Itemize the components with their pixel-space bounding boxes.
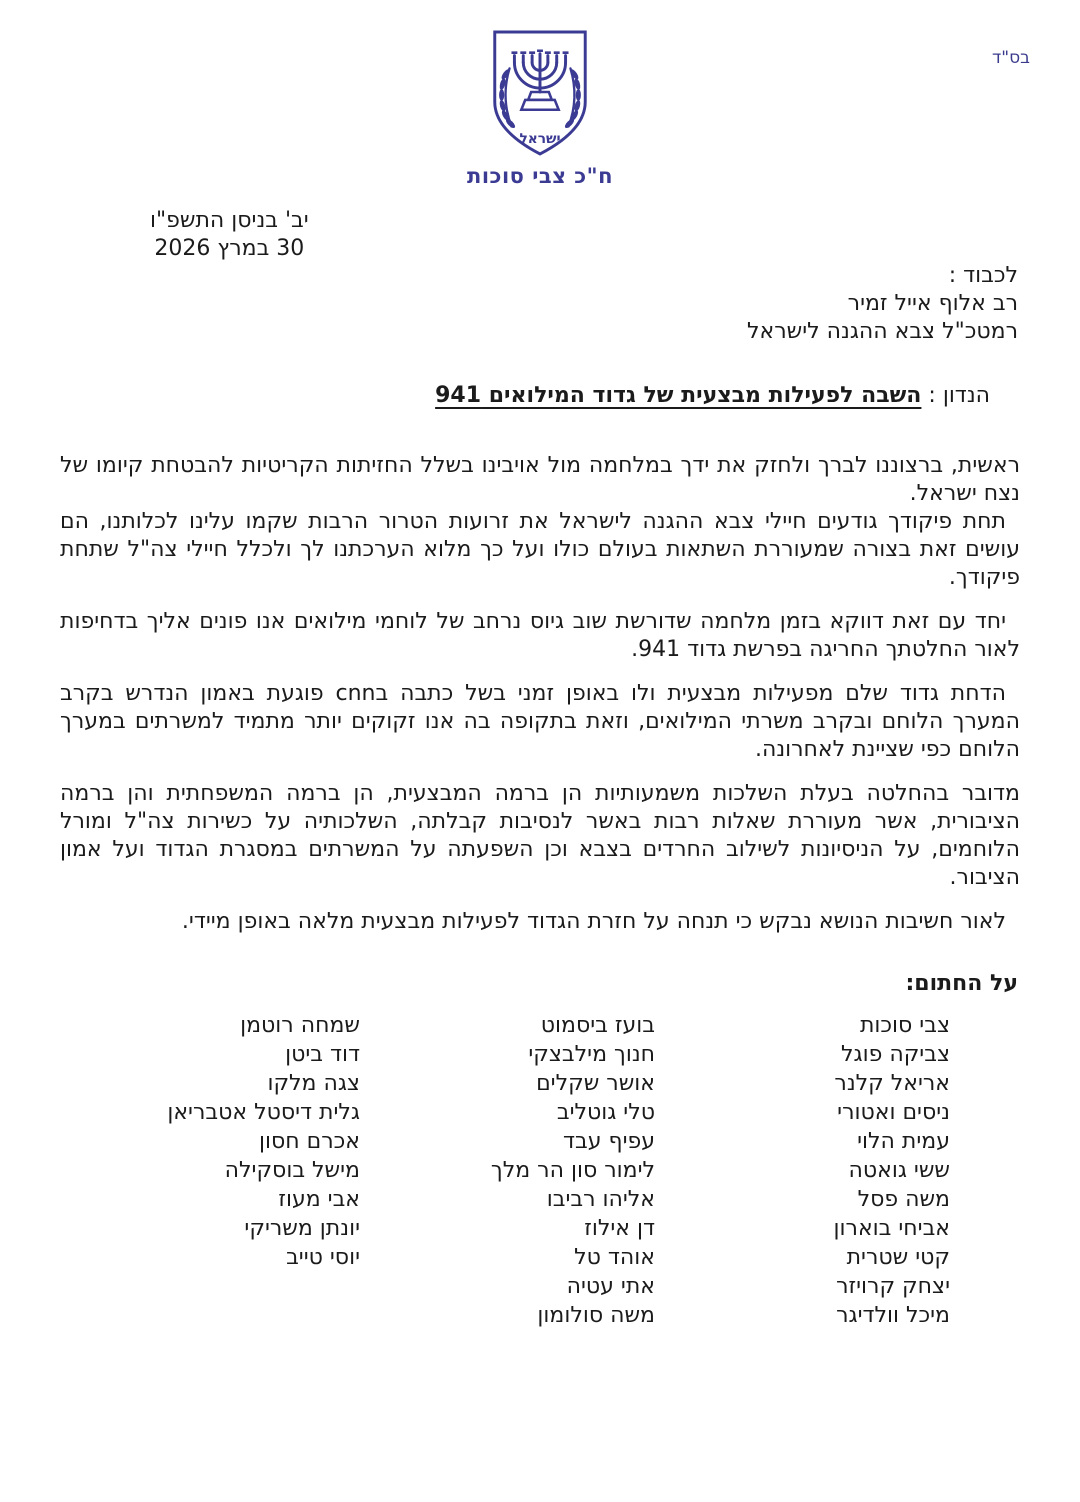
letterhead <box>467 26 613 188</box>
body-paragraph: ראשית, ברצוננו לברך ולחזק את ידך במלחמה מול אויבינו בשלל החזיתות הקריטיות להבטחת קיומו של נצח ישראל. <box>60 453 1020 506</box>
date-gregorian: 30 במרץ 2026 <box>154 236 305 261</box>
signatory-name: חנוך מילבצקי <box>528 1042 655 1067</box>
signatory-name: יוסי טייב <box>286 1245 360 1270</box>
body-paragraph: הדחת גדוד שלם מפעילות מבצעית ולו באופן זמני בשל כתבה בcnn פוגעת באמון הנדרש בקרב המערך הלוחם ובקרב משרתי המילואים, וזאת בתקופה בה אנו זקוקים יותר מתמיד למשרתים במערך הלוחם כפי שציינת לאחרונה. <box>60 681 1020 762</box>
signatory-name: עמית הלוי <box>857 1129 950 1154</box>
body-paragraph: לאור חשיבות הנושא נבקש כי תנחה על חזרת הגדוד לפעילות מבצעית מלאה באופן מיידי. <box>181 909 1006 934</box>
signatory-name: צבי סוכות <box>859 1013 950 1038</box>
addressee-block <box>747 262 1018 346</box>
date-hebrew: יב' בניסן התשפ"ו <box>150 208 309 233</box>
addressee-role: רמטכ"ל צבא ההגנה לישראל <box>747 319 1018 344</box>
addressee-salutation: לכבוד : <box>948 263 1018 288</box>
signatory-name: אליהו רביבו <box>546 1187 655 1212</box>
subject-text: השבה לפעילות מבצעית של גדוד המילואים 941 <box>435 383 922 408</box>
signatory-name: גלית דיסטל אטבריאן <box>167 1100 360 1125</box>
signatory-name: ניסים ואטורי <box>837 1100 950 1125</box>
body-paragraph: יחד עם זאת דווקא בזמן מלחמה שדורשת שוב גיוס נרחב של לוחמי מילואים אנו פונים אליך בדחיפות לאור החלטתך החריגה בפרשת גדוד 941. <box>60 609 1020 662</box>
signatory-name: אוהד טל <box>574 1245 655 1270</box>
signatory-name: דן אילוז <box>584 1216 655 1241</box>
signatory-name: ששי גואטה <box>848 1158 950 1183</box>
signatory-name: יצחק קרויזר <box>836 1274 950 1299</box>
letter-body <box>60 452 1020 952</box>
signatory-name: בועז ביסמוט <box>540 1013 655 1038</box>
signatory-name: עפיף עבד <box>563 1129 655 1154</box>
signatory-name: אכרם חסון <box>259 1129 360 1154</box>
signatory-name: מיכל וולדיגר <box>836 1303 950 1328</box>
signatories-heading: על החתום: <box>905 971 1018 996</box>
bsd-text: בס"ד <box>992 48 1030 68</box>
signatory-name: מישל בוסקילה <box>224 1158 360 1183</box>
signatory-name: קטי שטרית <box>846 1245 950 1270</box>
subject-prefix: הנדון : <box>921 383 990 408</box>
signatory-name: לימור סון הר מלך <box>490 1158 655 1183</box>
subject-line <box>435 383 990 408</box>
signatory-name: יונתן משריקי <box>244 1216 360 1241</box>
signatory-column-middle <box>360 1011 655 1330</box>
signatory-name: אריאל קלנר <box>834 1071 950 1096</box>
signatory-name: שמחה רוטמן <box>240 1013 360 1038</box>
signatory-column-left <box>65 1011 360 1330</box>
mk-name: ח"כ צבי סוכות <box>466 164 614 188</box>
signatory-name: משה סולומון <box>537 1303 655 1328</box>
signatory-name: אתי עטיה <box>566 1274 655 1299</box>
signatory-name: משה פסל <box>857 1187 950 1212</box>
israel-state-emblem-icon <box>481 26 599 160</box>
addressee-name: רב אלוף אייל זמיר <box>847 291 1018 316</box>
emblem-israel-label: ישראל <box>519 131 561 148</box>
signatory-column-right <box>655 1011 950 1330</box>
date-block <box>150 207 309 263</box>
signatories-grid <box>65 1011 950 1330</box>
signatory-name: אבי מעוז <box>278 1187 360 1212</box>
signatory-name: אושר שקלים <box>536 1071 655 1096</box>
signatory-name: דוד ביטן <box>285 1042 360 1067</box>
signatory-name: אביחי בוארון <box>833 1216 950 1241</box>
body-paragraph: תחת פיקודך גודעים חיילי צבא ההגנה לישראל את זרועות הטרור הרבות שקמו עלינו לכלותנו, הם עושים זאת בצורה שמעוררת השתאות בעולם כולו ועל כך מלוא הערכתנו לך ולכלל חיילי צה"ל שתחת פיקודך. <box>60 509 1020 590</box>
signatory-name: צגה מלקו <box>267 1071 360 1096</box>
signatory-name: טלי גוטליב <box>556 1100 655 1125</box>
signatory-name: צביקה פוגל <box>841 1042 950 1067</box>
body-paragraph: מדובר בהחלטה בעלת השלכות משמעותיות הן ברמה המבצעית, הן ברמה המשפחתית והן ברמה הציבורית, אשר מעוררת שאלות רבות באשר לנסיבות קבלתה, השלכותיה על כשירות צה"ל ומורל הלוחמים, על הניסיונות לשילוב החרדים בצבא וכן השפעתה על המשרתים במסגרת הגדוד ועל אמון הציבור. <box>60 781 1020 890</box>
